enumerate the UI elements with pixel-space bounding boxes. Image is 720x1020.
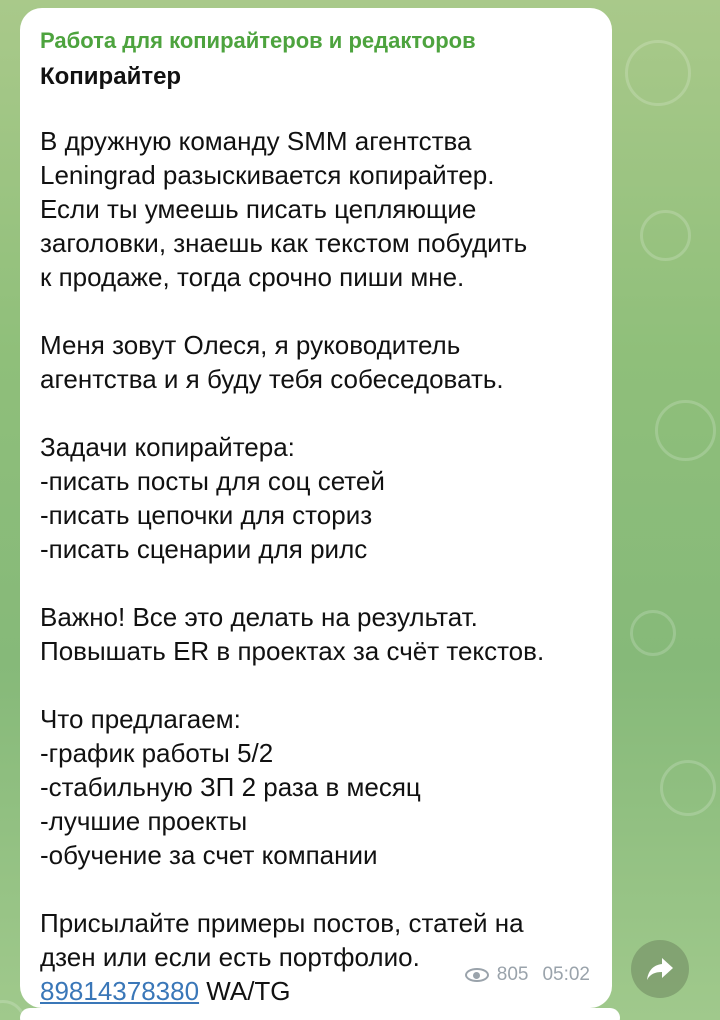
text-line: агентства и я буду тебя собеседовать.: [40, 364, 504, 394]
text-line: Меня зовут Олеся, я руководитель: [40, 330, 461, 360]
text-line: -писать сценарии для рилс: [40, 534, 368, 564]
message-time: 05:02: [542, 964, 590, 985]
text-line: к продаже, тогда срочно пиши мне.: [40, 262, 465, 292]
text-line: дзен или если есть портфолио.: [40, 942, 420, 972]
text-line: Задачи копирайтера:: [40, 432, 295, 462]
eye-icon: [465, 968, 489, 982]
paragraph-intro: [40, 124, 590, 294]
text-line: Leningrad разыскивается копирайтер.: [40, 160, 495, 190]
share-arrow-icon: [645, 956, 675, 982]
paragraph-important: [40, 600, 590, 668]
share-button[interactable]: [631, 940, 689, 998]
text-line: Если ты умеешь писать цепляющие: [40, 194, 477, 224]
text-line: -писать посты для соц сетей: [40, 466, 385, 496]
paragraph-offer: [40, 702, 590, 872]
text-line: -график работы 5/2: [40, 738, 274, 768]
text-line: -лучшие проекты: [40, 806, 248, 836]
phone-link[interactable]: 89814378380: [40, 976, 200, 1006]
text-line: -обучение за счет компании: [40, 840, 378, 870]
paragraph-tasks: [40, 430, 590, 566]
text-line: Присылайте примеры постов, статей на: [40, 908, 524, 938]
view-count: 805: [496, 964, 529, 985]
message-bubble[interactable]: [20, 8, 612, 1008]
channel-name[interactable]: Работа для копирайтеров и редакторов: [40, 28, 476, 53]
text-line: Повышать ER в проектах за счёт текстов.: [40, 636, 545, 666]
message-meta: [465, 964, 590, 986]
text-line: В дружную команду SMM агентства: [40, 126, 472, 156]
text-line: -стабильную ЗП 2 раза в месяц: [40, 772, 421, 802]
paragraph-recruiter: [40, 328, 590, 396]
text-line: Важно! Все это делать на результат.: [40, 602, 478, 632]
next-message-edge: [20, 1008, 620, 1020]
paragraph-contact: [40, 906, 590, 1008]
text-line: заголовки, знаешь как текстом побудить: [40, 228, 528, 258]
text-line: -писать цепочки для сториз: [40, 500, 373, 530]
text-line: Что предлагаем:: [40, 704, 241, 734]
message-title: Копирайтер: [40, 63, 182, 90]
contact-suffix: WA/TG: [199, 976, 291, 1006]
message-body: [40, 124, 590, 1008]
